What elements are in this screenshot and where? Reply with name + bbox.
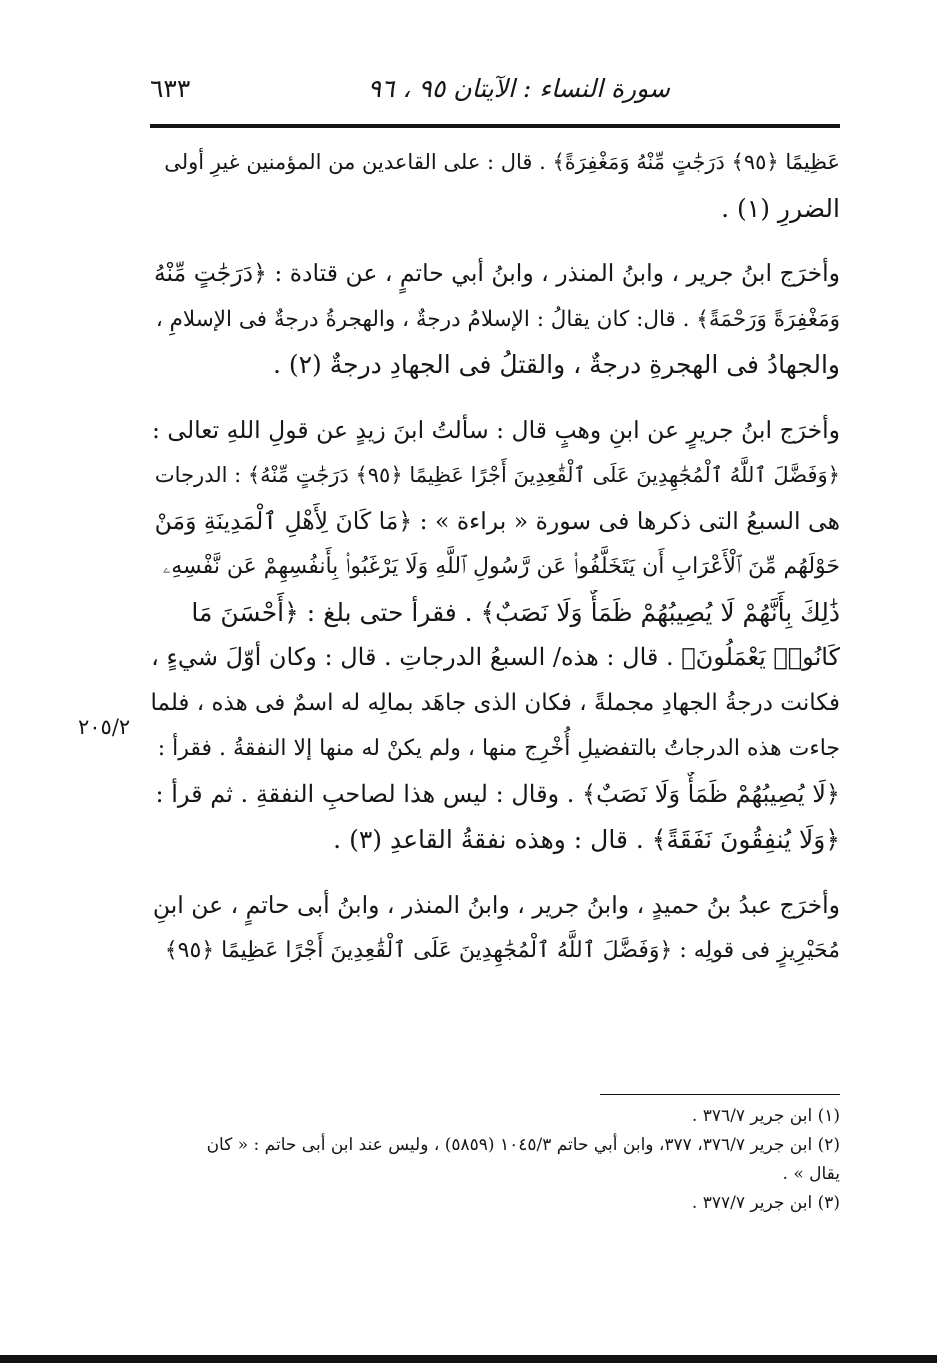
running-title: سورة النساء : الآيتان ٩٥ ، ٩٦ xyxy=(367,74,670,103)
text-line: وأخرَج ابنُ جريرٍ عن ابنِ وهبٍ قال : سألتُ ابنَ زيدٍ عن قولِ اللهِ تعالى : xyxy=(151,415,840,444)
paragraph-3 xyxy=(150,408,840,863)
text-line: وَمَغْفِرَةً وَرَحْمَةً﴾ . قال: كان يقالُ : الإسلامُ درجةٌ ، والهجرةُ درجةٌ فى الإسلامِ ، xyxy=(155,306,840,332)
header-rule xyxy=(150,124,840,128)
text-line: ﴿وَفَضَّلَ ٱللَّهُ ٱلْمُجَٰهِدِينَ عَلَى ٱلْقَٰعِدِينَ أَجْرًا عَظِيمًا ﴿٩٥﴾ دَرَجَٰتٍ مِّنْهُ﴾ : الدرجات xyxy=(154,463,840,487)
page-number: ٦٣٣ xyxy=(150,74,191,103)
text-line: ذَٰلِكَ بِأَنَّهُمْ لَا يُصِيبُهُمْ ظَمَأٌ وَلَا نَصَبٌ﴾ . فقرأ حتى بلغ : ﴿أَحْسَنَ مَا xyxy=(191,597,840,627)
text-line: عَظِيمًا ﴿٩٥﴾ دَرَجَٰتٍ مِّنْهُ وَمَغْفِرَةً﴾ . قال : على القاعدين من المؤمنين غيرِ أولى xyxy=(164,150,840,174)
footnote-continuation: يقال » . xyxy=(782,1164,840,1184)
scan-bottom-edge xyxy=(0,1355,937,1363)
footnotes xyxy=(150,1102,840,1218)
margin-volume-reference: ٢٠٥/٢ xyxy=(78,715,131,739)
text-line: الضررِ (١) . xyxy=(721,193,840,223)
page-header xyxy=(150,72,840,112)
text-line: وأخرَج ابنُ جرير ، وابنُ المنذر ، وابنُ أبي حاتمٍ ، عن قتادة : ﴿دَرَجَٰتٍ مِّنْهُ xyxy=(153,259,840,287)
text-line: جاءت هذه الدرجاتُ بالتفضيلِ أُخْرِج منها ، ولم يكنْ له منها إلا النفقةُ . فقرأ : xyxy=(157,736,840,761)
footnote-separator xyxy=(600,1094,840,1095)
text-line: كَانُوا۟ يَعْمَلُونَ﴾ . قال : هذه/ السبعُ الدرجاتِ . قال : وكان أوّلَ شيءٍ ، xyxy=(151,643,840,671)
text-line: هى السبعُ التى ذكرها فى سورة « براءة » : ﴿مَا كَانَ لِأَهْلِ ٱلْمَدِينَةِ وَمَنْ xyxy=(154,506,840,535)
text-line: ﴿وَلَا يُنفِقُونَ نَفَقَةً﴾ . قال : وهذه نفقةُ القاعدِ (٣) . xyxy=(333,825,840,854)
footnote: (١) ابن جرير ٣٧٦/٧ . xyxy=(691,1106,840,1126)
paragraph-2 xyxy=(150,251,840,388)
text-line: ﴿لَا يُصِيبُهُمْ ظَمَأٌ وَلَا نَصَبٌ﴾ . وقال : ليس هذا لصاحبِ النفقةِ . ثم قرأ : xyxy=(155,779,840,808)
paragraph-1 xyxy=(150,140,840,231)
paragraph-4 xyxy=(150,883,840,974)
footnote: (٣) ابن جرير ٣٧٧/٧ . xyxy=(691,1193,840,1213)
text-line: وأخرَج عبدُ بنُ حميدٍ ، وابنُ جرير ، وابنُ المنذر ، وابنُ أبى حاتمٍ ، عن ابنِ xyxy=(152,890,840,919)
text-line: والجهادُ فى الهجرةِ درجةٌ ، والقتلُ فى الجهادِ درجةٌ (٢) . xyxy=(272,350,840,379)
main-text xyxy=(150,140,840,994)
footnote: (٢) ابن جرير ٣٧٦/٧، ٣٧٧، وابن أبي حاتم ١٠٤٥/٣ (٥٨٥٩) ، وليس عند ابن أبى حاتم : « كان xyxy=(206,1135,840,1155)
text-line: مُحَيْرِيزٍ فى قولِه : ﴿وَفَضَّلَ ٱللَّهُ ٱلْمُجَٰهِدِينَ عَلَى ٱلْقَٰعِدِينَ أَجْرًا عَظِيمًا ﴿٩٥﴾ xyxy=(164,938,840,963)
text-line: فكانت درجةُ الجهادِ مجملةً ، فكان الذى جاهَد بمالِه له اسمٌ فى هذه ، فلما xyxy=(150,689,840,716)
text-line: حَوْلَهُم مِّنَ ٱلْأَعْرَابِ أَن يَتَخَلَّفُوا۟ عَن رَّسُولِ ٱللَّهِ وَلَا يَرْغَبُوا۟ بِأَنفُسِهِمْ عَن نَّفْسِهِۦ xyxy=(162,554,840,579)
